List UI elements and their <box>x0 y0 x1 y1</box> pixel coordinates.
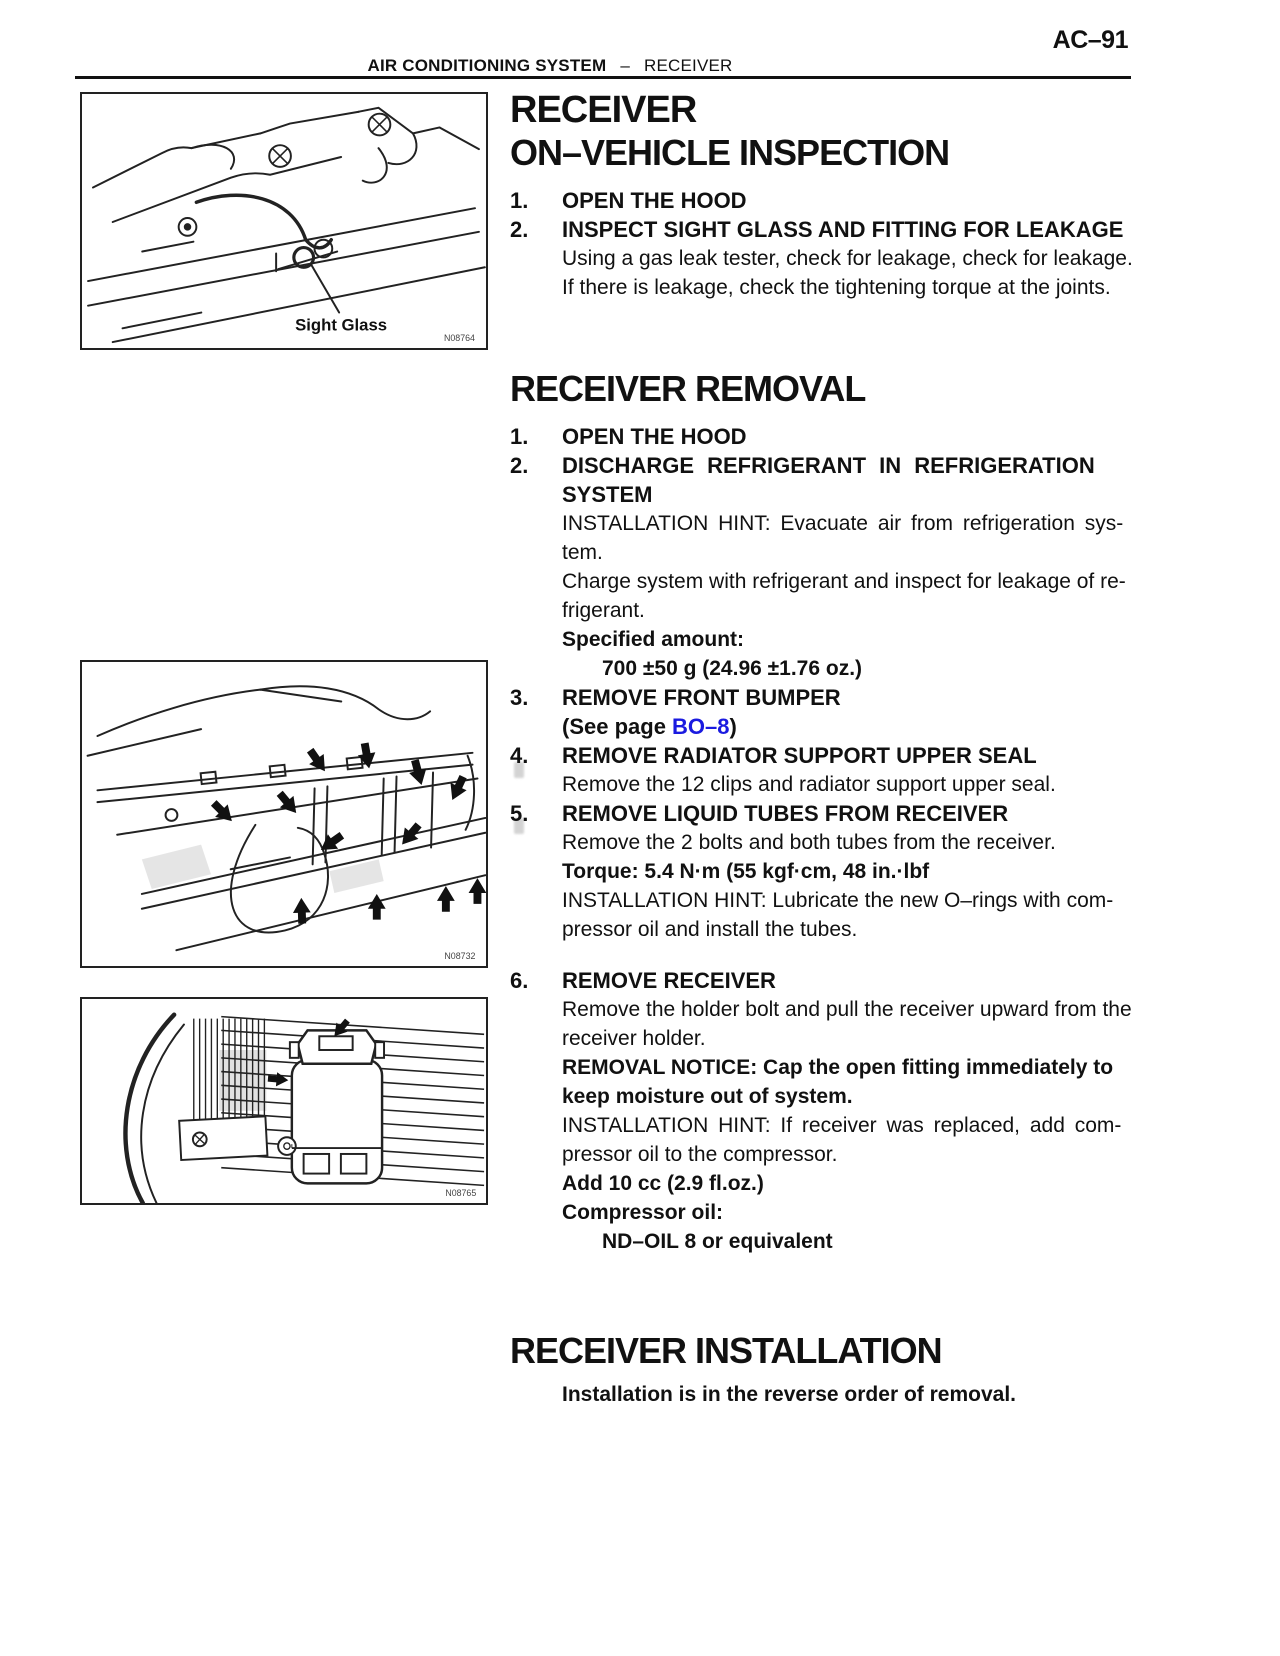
step-number: 4. <box>510 743 529 768</box>
installation-hint-line: tem. <box>562 541 603 564</box>
radiator-support-illustration <box>82 662 486 966</box>
see-page-suffix: ) <box>729 714 737 739</box>
running-header-section: RECEIVER <box>643 56 733 75</box>
figure-sight-glass <box>80 92 488 350</box>
removal-step-6 <box>510 966 1150 1256</box>
removal-step-3 <box>510 683 1150 741</box>
header-rule <box>75 76 1131 79</box>
installation-hint-line: pressor oil to the compressor. <box>562 1143 838 1166</box>
inspection-step-2 <box>510 215 1150 302</box>
page-number: AC–91 <box>1052 26 1128 54</box>
installation-hint-line: INSTALLATION HINT: Evacuate air from refrigeration sys- <box>562 512 1124 535</box>
clip-arrow-icons <box>207 742 486 924</box>
step-number: 2. <box>510 453 529 478</box>
step-title-wrap: SYSTEM <box>562 482 653 507</box>
step-title: REMOVE LIQUID TUBES FROM RECEIVER <box>562 801 1009 826</box>
spec-label: Specified amount: <box>562 628 745 651</box>
step-title: REMOVE RADIATOR SUPPORT UPPER SEAL <box>562 743 1037 768</box>
step-body-line: Remove the 12 clips and radiator support upper seal. <box>562 773 1056 796</box>
inspection-step-1 <box>510 186 1150 215</box>
removal-step-4 <box>510 741 1150 799</box>
installation-hint-line: pressor oil and install the tubes. <box>562 918 858 941</box>
section-title-removal: RECEIVER REMOVAL <box>510 368 866 409</box>
removal-notice-line: keep moisture out of system. <box>562 1085 853 1108</box>
step-title: OPEN THE HOOD <box>562 188 747 213</box>
step-number: 1. <box>510 188 529 213</box>
step-title: OPEN THE HOOD <box>562 424 747 449</box>
step-title: INSPECT SIGHT GLASS AND FITTING FOR LEAKAGE <box>562 217 1124 242</box>
running-header-separator: – <box>620 56 630 75</box>
section-title-inspection: ON–VEHICLE INSPECTION <box>510 132 950 173</box>
receiver-illustration <box>82 999 486 1203</box>
page-reference-link[interactable]: BO–8 <box>672 714 730 739</box>
figure-receiver <box>80 997 488 1205</box>
removal-step-5 <box>510 799 1150 944</box>
step-body-line: If there is leakage, check the tightening torque at the joints. <box>562 276 1111 299</box>
spec-value: 700 ±50 g (24.96 ±1.76 oz.) <box>602 657 863 680</box>
see-page-prefix: (See page <box>562 714 673 739</box>
step-title: REMOVE RECEIVER <box>562 968 776 993</box>
page-title: RECEIVER <box>510 89 697 131</box>
sight-glass-label: Sight Glass <box>295 315 388 335</box>
step-number: 2. <box>510 217 529 242</box>
removal-step-2 <box>510 451 1150 683</box>
step-title: DISCHARGE REFRIGERANT IN REFRIGERATION <box>562 453 1095 478</box>
step-body-line: Remove the 2 bolts and both tubes from the receiver. <box>562 831 1056 854</box>
installation-hint-line: INSTALLATION HINT: If receiver was replaced, add com- <box>562 1114 1122 1137</box>
torque-spec: Torque: 5.4 N·m (55 kgf·cm, 48 in.·lbf <box>562 860 930 883</box>
installation-hint-line: INSTALLATION HINT: Lubricate the new O–rings with com- <box>562 889 1114 912</box>
oil-label: Compressor oil: <box>562 1201 724 1224</box>
figure-code: N08764 <box>443 333 475 344</box>
step-title: REMOVE FRONT BUMPER <box>562 685 841 710</box>
removal-step-1 <box>510 422 1150 451</box>
step-body-line: receiver holder. <box>562 1027 706 1050</box>
step-number: 3. <box>510 685 529 710</box>
oil-add-spec: Add 10 cc (2.9 fl.oz.) <box>562 1172 764 1195</box>
step-body-line: Charge system with refrigerant and inspect for leakage of re- <box>562 570 1126 593</box>
figure-code: N08732 <box>444 951 476 962</box>
section-title-installation: RECEIVER INSTALLATION <box>510 1330 942 1371</box>
sight-glass-illustration <box>82 94 486 348</box>
running-header <box>0 56 1100 76</box>
figure-radiator-support <box>80 660 488 968</box>
removal-notice-line: REMOVAL NOTICE: Cap the open fitting immediately to <box>562 1056 1114 1079</box>
step-number: 1. <box>510 424 529 449</box>
step-body-line: Using a gas leak tester, check for leakage, check for leakage. <box>562 247 1133 270</box>
oil-value: ND–OIL 8 or equivalent <box>602 1230 833 1253</box>
running-header-system: AIR CONDITIONING SYSTEM <box>367 56 607 75</box>
step-body-line: Remove the holder bolt and pull the receiver upward from the <box>562 998 1132 1021</box>
installation-note: Installation is in the reverse order of removal. <box>562 1383 1016 1406</box>
figure-code: N08765 <box>445 1188 477 1199</box>
step-body-line: frigerant. <box>562 599 645 622</box>
main-text-column <box>510 88 1150 1409</box>
step-number: 6. <box>510 968 529 993</box>
see-page-line <box>562 712 1150 741</box>
step-number: 5. <box>510 801 529 826</box>
